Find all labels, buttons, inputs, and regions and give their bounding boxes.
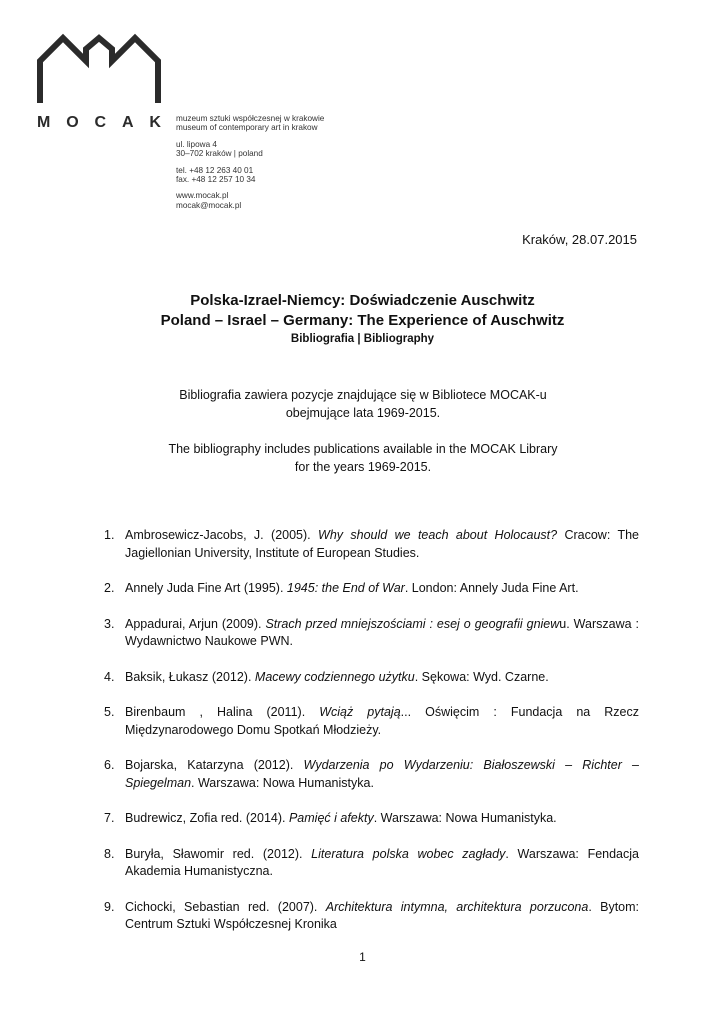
document-date: Kraków, 28.07.2015: [522, 232, 637, 247]
bibliography-entry: [96, 704, 639, 739]
title-polish: Polska-Izrael-Niemcy: Doświadczenie Auschwitz: [190, 292, 535, 309]
bibliography-entry: [96, 757, 639, 792]
entry-title: Macewy codziennego użytku: [254, 669, 415, 684]
entry-author: Birenbaum , Halina (2011).: [125, 705, 320, 719]
entry-number: 9.: [104, 899, 115, 914]
subtitle: Bibliografia | Bibliography: [290, 333, 435, 345]
entry-publisher: Cracow: The Jagiellonian University, Institute of European Studies.: [125, 528, 639, 560]
logo-letter: O: [66, 114, 79, 131]
museum-contact-block: [176, 114, 324, 210]
entry-title: 1945: the End of War: [286, 581, 405, 595]
intro-polish: [130, 386, 596, 422]
page-number: 1: [359, 950, 366, 964]
bibliography-entry: [96, 580, 639, 598]
entry-title: Architektura intymna, architektura porzucona: [325, 899, 589, 914]
bibliography-list: [96, 527, 639, 952]
fax-number: fax. +48 12 257 10 34: [176, 175, 256, 185]
entry-number: 5.: [104, 705, 115, 719]
intro-line: Bibliografia zawiera pozycje znajdujące się w Bibliotece MOCAK-u: [179, 388, 547, 402]
entry-author: Budrewicz, Zofia red. (2014).: [125, 811, 289, 825]
entry-title: Wydarzenia po Wydarzeniu: Białoszewski – Richter – Spiegelman: [125, 758, 639, 790]
phone-number: tel. +48 12 263 40 01: [176, 165, 254, 175]
entry-publisher: . Warszawa: Fendacja Akademia Humanistyczna.: [125, 846, 639, 878]
entry-number: 1.: [104, 528, 115, 542]
logo-letter: C: [94, 114, 107, 131]
entry-publisher: . Bytom: Centrum Sztuki Współczesnej Kronika: [125, 899, 640, 931]
entry-number: 3.: [104, 616, 115, 631]
logo-letter: M: [37, 114, 51, 131]
intro-line: for the years 1969-2015.: [294, 460, 432, 474]
bibliography-entry: [96, 810, 639, 828]
entry-title: Strach przed mniejszościami : esej o geografii gniew: [265, 616, 560, 631]
website-link[interactable]: www.mocak.pl: [176, 191, 229, 201]
entry-title: Pamięć i afekty: [288, 811, 374, 825]
logo-letter: K: [149, 114, 161, 131]
museum-name-pl: muzeum sztuki współczesnej w krakowie: [176, 114, 325, 123]
entry-author: Annely Juda Fine Art (1995).: [125, 581, 287, 595]
logo-wordmark: [37, 114, 161, 132]
intro-english: [130, 440, 596, 476]
entry-author: Bojarska, Katarzyna (2012).: [125, 758, 304, 772]
entry-number: 7.: [104, 811, 115, 825]
entry-publisher: . Sękowa: Wyd. Czarne.: [414, 669, 549, 684]
entry-title: Literatura polska wobec zagłady: [311, 846, 506, 861]
entry-author: Buryła, Sławomir red. (2012).: [125, 846, 312, 861]
bibliography-entry: [96, 616, 639, 651]
entry-author: Baksik, Łukasz (2012).: [125, 669, 255, 684]
entry-number: 6.: [104, 758, 115, 772]
bibliography-entry: [96, 846, 639, 881]
entry-publisher: . London: Annely Juda Fine Art.: [404, 581, 579, 595]
email-link[interactable]: mocak@mocak.pl: [176, 200, 242, 210]
entry-author: Ambrosewicz-Jacobs, J. (2005).: [125, 528, 319, 542]
intro-line: obejmujące lata 1969-2015.: [285, 406, 441, 420]
mocak-logo-icon: [37, 33, 161, 105]
entry-publisher: u. Warszawa : Wydawnictwo Naukowe PWN.: [125, 616, 639, 648]
entry-number: 8.: [104, 846, 115, 861]
bibliography-entry: [96, 527, 639, 562]
bibliography-entry: [96, 669, 639, 687]
entry-title: Wciąż pytają: [319, 705, 401, 719]
entry-publisher: . Warszawa: Nowa Humanistyka.: [373, 811, 557, 825]
entry-author: Appadurai, Arjun (2009).: [125, 616, 266, 631]
entry-publisher: ... Oświęcim : Fundacja na Rzecz Międzynarodowego Domu Spotkań Młodzieży.: [125, 705, 639, 737]
address-street: ul. lipowa 4: [176, 139, 217, 149]
museum-name-en: museum of contemporary art in krakow: [176, 123, 318, 133]
entry-number: 2.: [104, 581, 115, 595]
entry-title: Why should we teach about Holocaust?: [318, 528, 558, 542]
address-city: 30–702 kraków | poland: [176, 149, 263, 159]
bibliography-entry: [96, 899, 639, 934]
title-block: [0, 291, 725, 347]
entry-number: 4.: [104, 669, 115, 684]
entry-publisher: . Warszawa: Nowa Humanistyka.: [191, 775, 374, 790]
entry-author: Cichocki, Sebastian red. (2007).: [125, 899, 326, 914]
title-english: Poland – Israel – Germany: The Experience of Auschwitz: [160, 312, 565, 329]
intro-line: The bibliography includes publications available in the MOCAK Library: [168, 442, 558, 456]
logo-letter: A: [121, 114, 134, 131]
